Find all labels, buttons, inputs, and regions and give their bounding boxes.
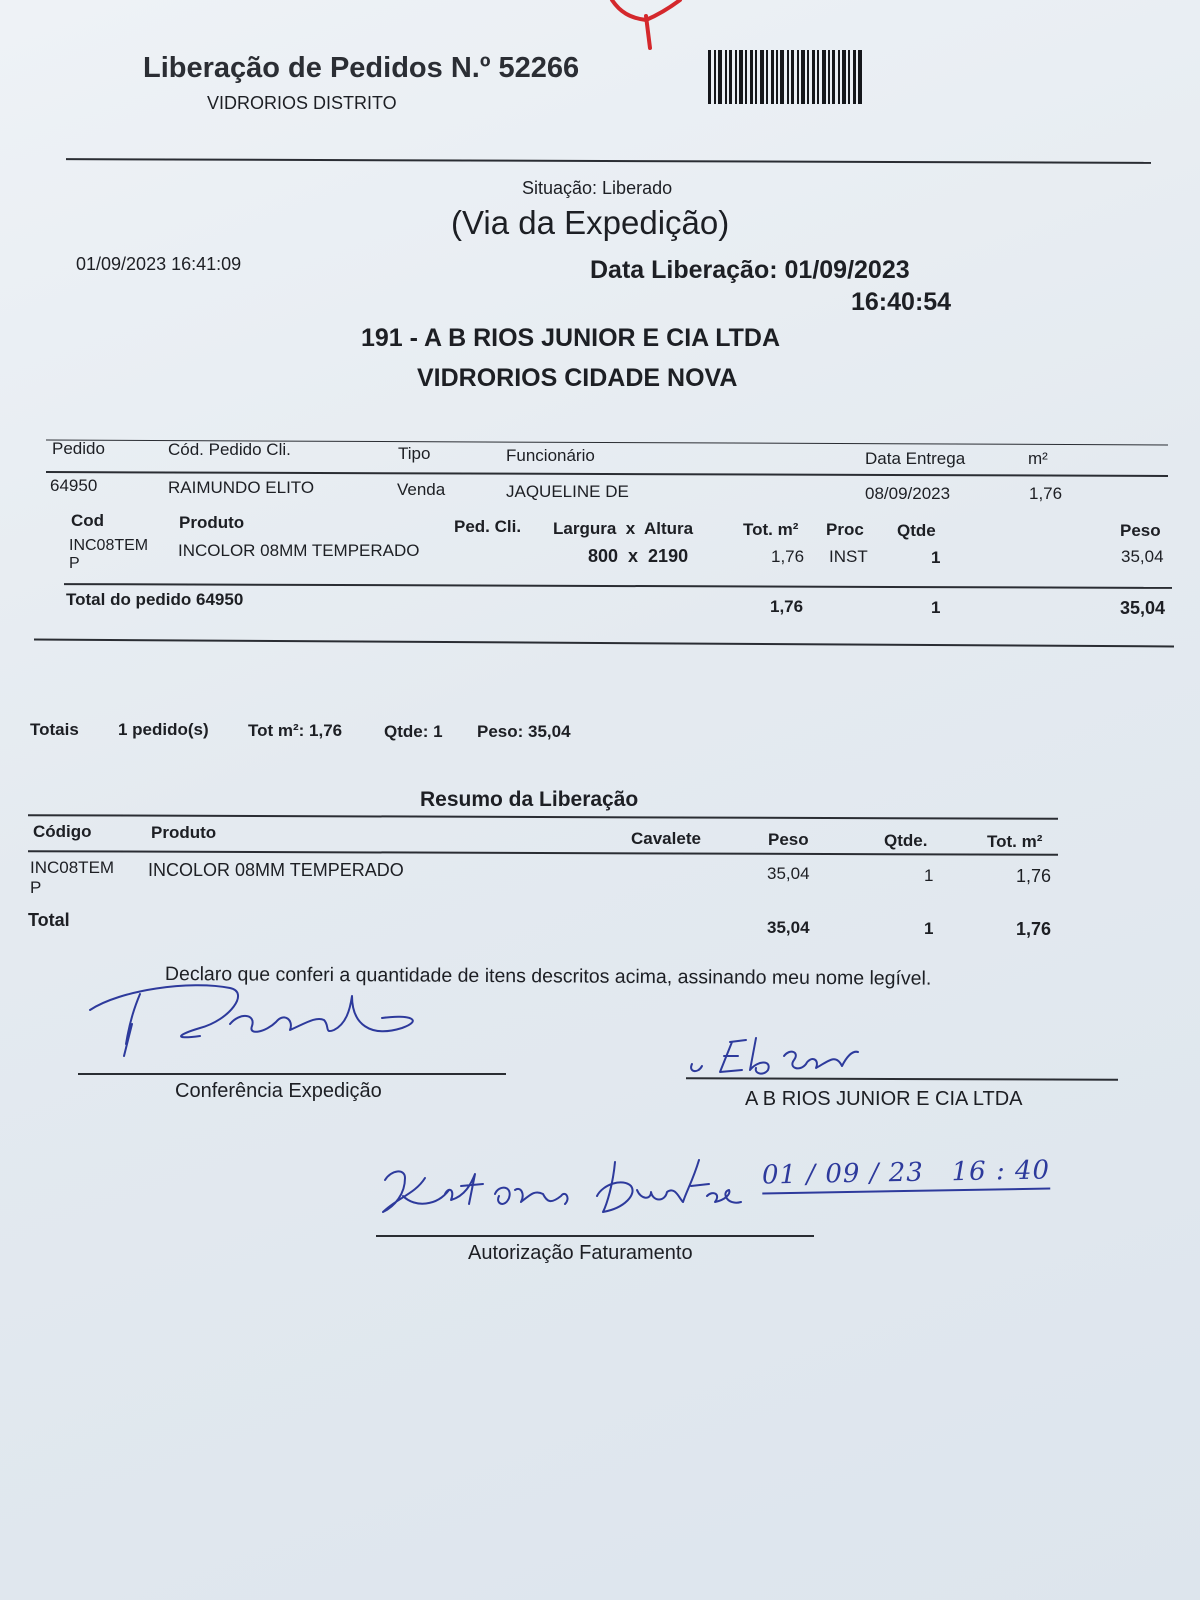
item-col-cod: Cod: [71, 511, 105, 530]
totais-qtde: Qtde: 1: [384, 722, 443, 741]
item-col-peso: Peso: [1120, 521, 1161, 540]
data-liberacao: Data Liberação: 01/09/2023: [590, 256, 910, 284]
line-cliente: [686, 1077, 1118, 1081]
item-col-ped-cli: Ped. Cli.: [454, 517, 522, 536]
order-total-tot-m2: 1,76: [770, 597, 804, 616]
col-pedido: Pedido: [52, 439, 105, 458]
item-col-largura-altura: Largura x Altura: [553, 519, 694, 538]
cell-tipo: Venda: [397, 480, 446, 499]
signature-cliente: [680, 1030, 920, 1080]
item-col-produto: Produto: [179, 513, 245, 532]
label-cliente: A B RIOS JUNIOR E CIA LTDA: [745, 1088, 1023, 1110]
declaration-text: Declaro que conferi a quantidade de itens descritos acima, assinando meu nome legível.: [164, 963, 932, 990]
order-section-end-line: [34, 639, 1174, 648]
cell-cod-pedido-cli: RAIMUNDO ELITO: [168, 478, 315, 497]
cell-m2: 1,76: [1029, 484, 1063, 503]
resumo-col-codigo: Código: [33, 822, 92, 841]
cliente-name: 191 - A B RIOS JUNIOR E CIA LTDA: [361, 324, 781, 352]
totais-peso: Peso: 35,04: [477, 722, 571, 741]
item-cod-line1: INC08TEM: [69, 537, 149, 554]
col-tipo: Tipo: [398, 444, 431, 463]
cell-data-entrega: 08/09/2023: [865, 484, 951, 503]
resumo-top-line: [28, 814, 1058, 820]
resumo-col-peso: Peso: [768, 830, 809, 849]
print-datetime: 01/09/2023 16:41:09: [76, 254, 242, 274]
situacao: Situação: Liberado: [522, 178, 673, 198]
resumo-total-tot-m2: 1,76: [1016, 919, 1052, 939]
resumo-tot-m2: 1,76: [1016, 866, 1052, 886]
red-pen-mark: [300, 0, 390, 60]
resumo-peso: 35,04: [767, 864, 810, 883]
resumo-col-qtde: Qtde.: [884, 831, 928, 850]
signature-autorizacao: [375, 1150, 775, 1230]
barcode: [708, 50, 900, 104]
resumo-total-qtde: 1: [924, 919, 934, 938]
resumo-col-cavalete: Cavalete: [631, 829, 701, 848]
item-tot-m2: 1,76: [771, 547, 805, 566]
cell-funcionario: JAQUELINE DE: [506, 482, 629, 501]
document-subtitle: VIDRORIOS DISTRITO: [207, 93, 397, 113]
col-cod-pedido-cli: Cód. Pedido Cli.: [168, 440, 291, 459]
item-largura-altura: 800 x 2190: [588, 546, 689, 566]
order-total-label: Total do pedido 64950: [66, 590, 244, 609]
resumo-qtde: 1: [924, 866, 934, 885]
item-cod-line2: P: [69, 555, 80, 572]
order-total-line: [64, 583, 1172, 589]
loja-name: VIDRORIOS CIDADE NOVA: [417, 364, 738, 392]
item-col-qtde: Qtde: [897, 521, 936, 540]
label-autorizacao: Autorização Faturamento: [468, 1242, 693, 1264]
col-m2: m²: [1028, 449, 1048, 468]
resumo-col-produto: Produto: [151, 823, 217, 842]
item-qtde: 1: [931, 548, 941, 567]
resumo-header-line: [28, 850, 1058, 856]
order-header-line: [46, 471, 1168, 477]
hora-liberacao: 16:40:54: [851, 288, 952, 316]
handwritten-date: 01 / 09 / 23 16 : 40: [762, 1155, 1051, 1194]
resumo-cod-line1: INC08TEM: [30, 858, 115, 877]
line-autorizacao: [376, 1235, 814, 1237]
resumo-title: Resumo da Liberação: [420, 788, 639, 811]
signature-conferencia: [80, 980, 440, 1080]
col-funcionario: Funcionário: [506, 446, 595, 465]
header-divider: [66, 158, 1151, 164]
resumo-produto: INCOLOR 08MM TEMPERADO: [148, 860, 404, 880]
col-data-entrega: Data Entrega: [865, 449, 966, 468]
totais-pedidos: 1 pedido(s): [118, 720, 209, 739]
item-peso: 35,04: [1121, 547, 1164, 566]
totais-label: Totais: [30, 720, 79, 739]
item-col-tot-m2: Tot. m²: [743, 520, 799, 539]
document-title: Liberação de Pedidos N.º 52266: [143, 52, 580, 84]
cell-pedido: 64950: [50, 476, 98, 495]
order-total-peso: 35,04: [1120, 598, 1166, 618]
item-col-proc: Proc: [826, 520, 864, 539]
line-conferencia: [78, 1073, 506, 1075]
totais-tot-m2: Tot m²: 1,76: [248, 721, 343, 740]
resumo-col-tot-m2: Tot. m²: [987, 832, 1043, 851]
label-conferencia: Conferência Expedição: [175, 1080, 382, 1102]
order-total-qtde: 1: [931, 598, 941, 617]
item-proc: INST: [829, 547, 868, 566]
resumo-cod-line2: P: [30, 878, 42, 897]
via-label: (Via da Expedição): [451, 204, 730, 241]
item-produto: INCOLOR 08MM TEMPERADO: [178, 541, 420, 560]
resumo-total-peso: 35,04: [767, 918, 810, 937]
resumo-total-label: Total: [28, 910, 70, 930]
